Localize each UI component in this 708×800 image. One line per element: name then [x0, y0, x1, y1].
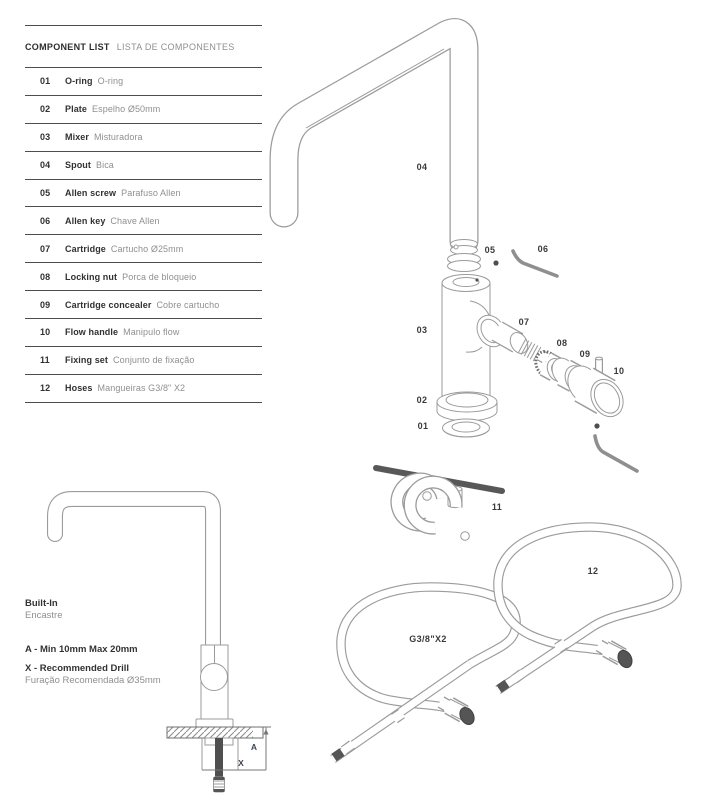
built-in-notes: [25, 598, 161, 687]
o-ring-drawing: [443, 419, 490, 437]
part-label-10: 10: [613, 366, 625, 376]
component-list-title-pt: LISTA DE COMPONENTES: [116, 41, 235, 52]
part-label-02: 02: [416, 395, 428, 405]
plate-drawing: [437, 392, 497, 421]
dim-label-a: A: [250, 742, 258, 752]
part-label-12: 12: [587, 566, 599, 576]
note-dimension-x-pt: Furação Recomendada Ø35mm: [25, 675, 161, 686]
hose-left-drawing: [333, 587, 516, 759]
part-label-03: 03: [416, 325, 428, 335]
spout-drawing: [284, 33, 464, 241]
note-dimension-x-en: X - Recommended Drill: [25, 663, 129, 674]
hose-right-drawing: [498, 527, 677, 690]
part-label-09: 09: [579, 349, 591, 359]
built-in-title-pt: Encastre: [25, 610, 63, 621]
handle-allen-key-icon: [595, 436, 637, 471]
component-row: 02 Plate Espelho Ø50mm: [25, 96, 262, 124]
component-row: 08 Locking nut Porca de bloqueio: [25, 263, 262, 291]
spout-connector-rings: [448, 240, 481, 272]
built-in-title-en: Built-In: [25, 598, 58, 609]
dim-label-x: X: [238, 758, 244, 768]
allen-key-icon: [513, 251, 557, 276]
component-row: 03 Mixer Misturadora: [25, 124, 262, 152]
note-dimension-a: A - Min 10mm Max 20mm: [25, 644, 138, 655]
component-row: 04 Spout Bica: [25, 152, 262, 180]
component-row: 07 Cartridge Cartucho Ø25mm: [25, 235, 262, 263]
component-list-header: [25, 26, 262, 68]
part-label-04: 04: [416, 162, 428, 172]
part-label-08: 08: [556, 338, 568, 348]
handle-allen-screw-icon: [594, 423, 599, 428]
component-row: 06 Allen key Chave Allen: [25, 207, 262, 235]
component-row: 01 O-ring O-ring: [25, 68, 262, 96]
component-list-title-en: COMPONENT LIST: [25, 41, 110, 52]
fixing-set-drawing: [376, 468, 502, 540]
component-row: 05 Allen screw Parafuso Allen: [25, 180, 262, 208]
part-label-11: 11: [491, 502, 503, 512]
part-label-05: 05: [484, 245, 496, 255]
allen-screw-icon: [493, 260, 498, 265]
component-row: 11 Fixing set Conjunto de fixação: [25, 347, 262, 375]
part-label-07: 07: [518, 317, 530, 327]
part-label-01: 01: [417, 421, 429, 431]
part-label-06: 06: [537, 244, 549, 254]
component-row: 09 Cartridge concealer Cobre cartucho: [25, 291, 262, 319]
component-row: 10 Flow handle Manipulo flow: [25, 319, 262, 347]
component-list: [25, 25, 262, 403]
component-row: 12 Hoses Mangueiras G3/8" X2: [25, 375, 262, 403]
hose-spec-label: G3/8"X2: [409, 634, 447, 644]
